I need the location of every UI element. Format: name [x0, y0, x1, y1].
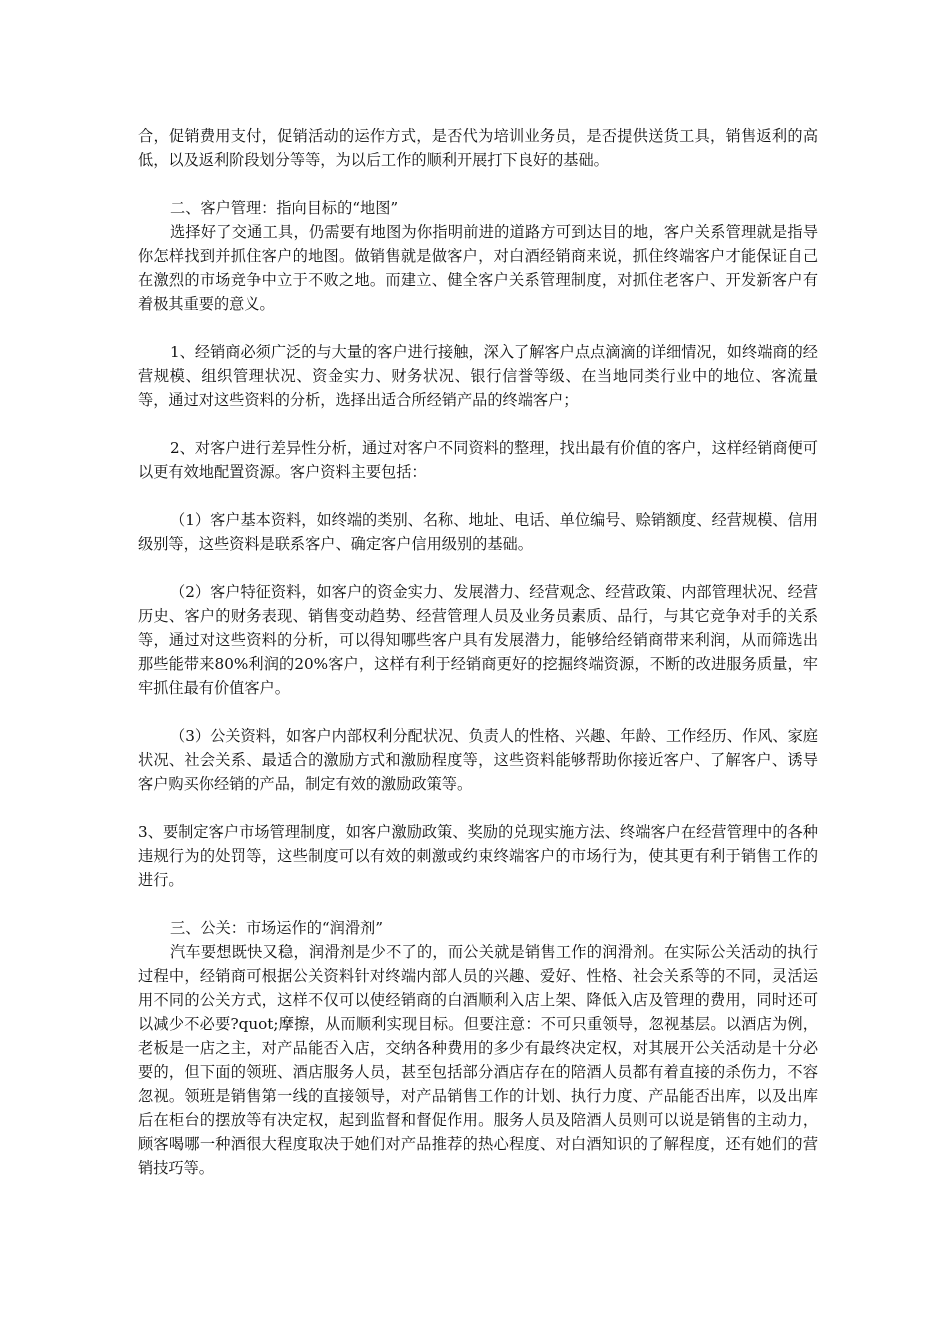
- paragraph-gap: [138, 172, 818, 196]
- paragraph-gap: [138, 412, 818, 436]
- section-heading-public-relations: 三、公关：市场运作的“润滑剂”: [170, 919, 383, 937]
- paragraph-gap: [138, 484, 818, 508]
- paragraph-item-1: 1、经销商必须广泛的与大量的客户进行接触，深入了解客户点点滴滴的详细情况，如终端商的经营规模、组织管理状况、资金实力、财务状况、银行信誉等级、在当地同类行业中的地位、客流量等，通过对这些资料的分析，选择出适合所经销产品的终端客户；: [138, 343, 818, 409]
- paragraph-gap: [138, 700, 818, 724]
- paragraph-customer-map: 选择好了交通工具，仍需要有地图为你指明前进的道路方可到达目的地，客户关系管理就是指导你怎样找到并抓住客户的地图。做销售就是做客户，对白酒经销商来说，抓住终端客户才能保证自己在激烈的市场竞争中立于不败之地。而建立、健全客户关系管理制度，对抓住老客户、开发新客户有着极其重要的意义。: [138, 223, 818, 313]
- paragraph-item-3: 3、要制定客户市场管理制度，如客户激励政策、奖励的兑现实施方法、终端客户在经营管理中的各种违规行为的处罚等，这些制度可以有效的刺激或约束终端客户的市场行为，使其更有利于销售工作的进行。: [138, 823, 818, 889]
- paragraph-subitem-1: （1）客户基本资料，如终端的类别、名称、地址、电话、单位编号、赊销额度、经营规模、信用级别等，这些资料是联系客户、确定客户信用级别的基础。: [138, 511, 818, 553]
- paragraph-gap: [138, 796, 818, 820]
- paragraph-gap: [138, 316, 818, 340]
- paragraph-subitem-3: （3）公关资料，如客户内部权利分配状况、负责人的性格、兴趣、年龄、工作经历、作风、家庭状况、社会关系、最适合的激励方式和激励程度等，这些资料能够帮助你接近客户、了解客户、诱导客户购买你经销的产品，制定有效的激励政策等。: [138, 727, 818, 793]
- document-page: [138, 124, 818, 1180]
- paragraph-gap: [138, 556, 818, 580]
- paragraph-promotion-terms: 合，促销费用支付，促销活动的运作方式，是否代为培训业务员，是否提供送货工具，销售返利的高低，以及返利阶段划分等等，为以后工作的顺利开展打下良好的基础。: [138, 127, 818, 169]
- paragraph-subitem-2: （2）客户特征资料，如客户的资金实力、发展潜力、经营观念、经营政策、内部管理状况、经营历史、客户的财务表现、销售变动趋势、经营管理人员及业务员素质、品行，与其它竞争对手的关系等，通过对这些资料的分析，可以得知哪些客户具有发展潜力，能够给经销商带来利润，从而筛选出那些能带来80%利润的20%客户，这样有利于经销商更好的挖掘终端资源，不断的改进服务质量，牢牢抓住最有价值客户。: [138, 583, 818, 697]
- paragraph-public-relations: 汽车要想既快又稳，润滑剂是少不了的，而公关就是销售工作的润滑剂。在实际公关活动的执行过程中，经销商可根据公关资料针对终端内部人员的兴趣、爱好、性格、社会关系等的不同，灵活运用不同的公关方式，这样不仅可以使经销商的白酒顺利入店上架、降低入店及管理的费用，同时还可以减少不必要?quot;摩擦，从而顺利实现目标。但要注意：不可只重领导，忽视基层。以酒店为例，老板是一店之主，对产品能否入店，交纳各种费用的多少有最终决定权，对其展开公关活动是十分必要的，但下面的领班、酒店服务人员，甚至包括部分酒店存在的陪酒人员都有着直接的杀伤力，不容忽视。领班是销售第一线的直接领导，对产品销售工作的计划、执行力度、产品能否出库，以及出库后在柜台的摆放等有决定权，起到监督和督促作用。服务人员及陪酒人员则可以说是销售的主动力，顾客喝哪一种酒很大程度取决于她们对产品推荐的热心程度、对白酒知识的了解程度，还有她们的营销技巧等。: [138, 943, 818, 1177]
- section-heading-customer-management: 二、客户管理：指向目标的“地图”: [170, 199, 399, 217]
- paragraph-item-2: 2、对客户进行差异性分析，通过对客户不同资料的整理，找出最有价值的客户，这样经销商便可以更有效地配置资源。客户资料主要包括：: [138, 439, 818, 481]
- paragraph-gap: [138, 892, 818, 916]
